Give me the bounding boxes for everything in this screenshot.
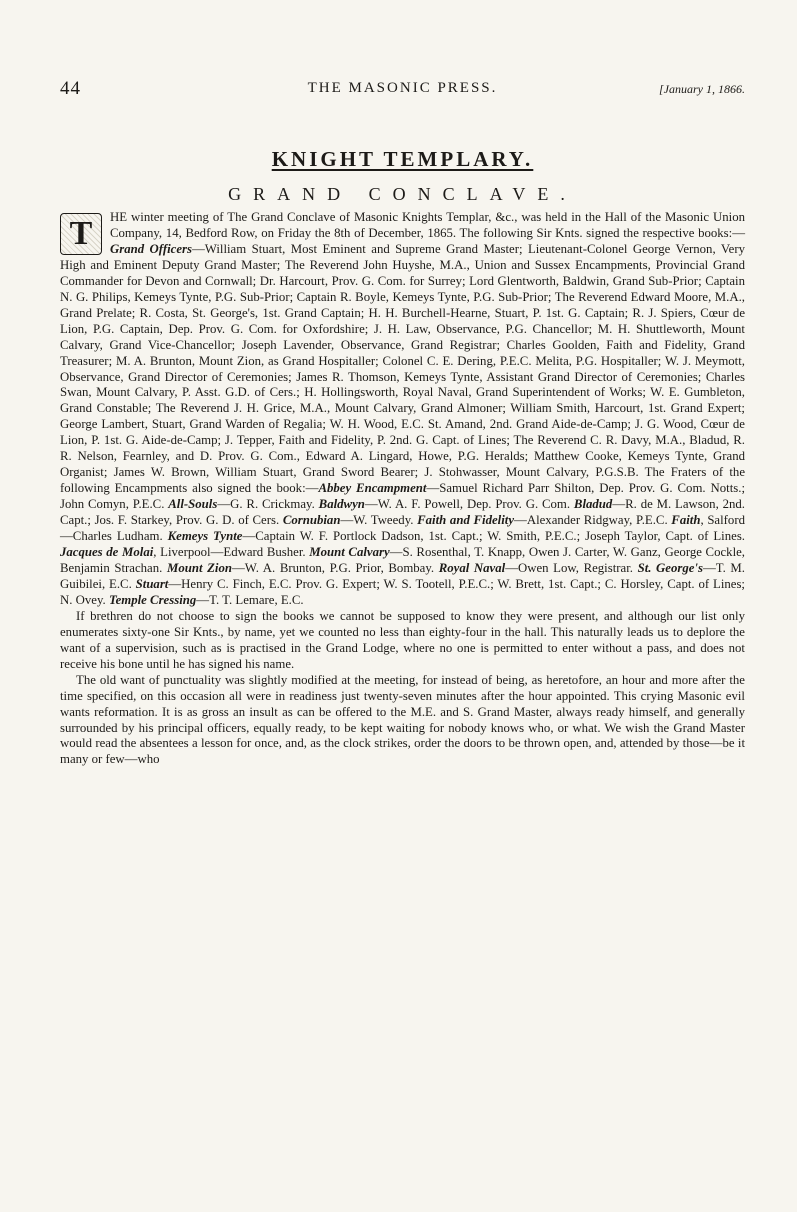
text-run: —W. A. Brunton, P.G. Prior, Bombay. xyxy=(232,560,439,575)
text-run: —R. de M. Lawson, 2nd. Capt.; Jos. F. Starkey, Prov. G. D. of Cers. xyxy=(60,497,746,528)
text-run: —Henry C. Finch, E.C. Prov. G. Expert; W. S. Tootell, P.E.C.; W. Brett, 1st. Capt.; C. Horsley, Capt. of Lines; N. Ovey. xyxy=(60,576,745,607)
encampment-name: Mount Calvary xyxy=(309,545,390,560)
page-number: 44 xyxy=(60,78,81,99)
text-run: —Owen Low, Registrar. xyxy=(505,560,638,575)
encampment-name: Royal Naval xyxy=(438,560,506,575)
encampment-name: Jacques de Molai xyxy=(60,545,154,560)
encampment-name: Mount Zion xyxy=(166,560,232,575)
text-run: —William Stuart, Most Eminent and Supreme Grand Master; Lieutenant-Colonel George Vernon, Very High and Eminent Deputy Grand Master; The Reverend John Huyshe, M.A., Union and Sussex Encampments, Provincial Grand Commander for Devon and Cornwall; Dr. Harcourt, Prov. G. Com. for Surrey; Lord Glentworth, Baldwin, Grand Sub-Prior; Captain N. G. Philips, Kemeys Tynte, P.G. Sub-Prior; Captain R. Boyle, Kemeys Tynte, P.G. Sub-Prior; The Reverend Edward Moore, M.A., Grand Prelate; R. Costa, St. George's, 1st. Grand Captain; H. H. Burchell-Hearne, Stuart, P. 1st. G. Captain; R. J. Spiers, Cœur de Lion, P.G. Captain, Dep. Prov. G. Com. for Oxfordshire; J. H. Law, Observance, P.G. Chancellor; M. H. Shuttleworth, Mount Calvary, Grand Vice-Chancellor; Joseph Lavender, Observance, Grand Registrar; Charles Goolden, Faith and Fidelity, Grand Treasurer; M. A. Brunton, Mount Zion, as Grand Hospitaller; Colonel C. E. Dering, P.E.C. Melita, P.G. Hospitaller; W. J. Meymott, Observance, Grand Director of Ceremonies; James R. Thomson, Kemeys Tynte, Assistant Grand Director of Ceremonies; Charles Swan, Mount Calvary, P. Asst. G.D. of Cers.; H. Hollingsworth, Royal Naval, Grand Superintendent of Works; W. E. Gumbleton, Grand Constable; The Reverend J. H. Grice, M.A., Mount Calvary, Grand Almoner; William Smith, Harcourt, 1st. Grand Expert; George Lambert, Stuart, Grand Warden of Regalia; W. H. Wood, E.C. St. Amand, 2nd. Grand Aide-de-Camp; J. G. Wood, Cœur de Lion, P. 1st. G. Aide-de-Camp; J. Tepper, Faith and Fidelity, P. 2nd. G. Capt. of Lines; The Reverend C. R. Davy, M.A., Bladud, R. R. Nelson, Fearnley, and D. Prov. G. Com., Edward A. Lingard, Howe, P.G. Heralds; Matthew Cooke, Kemeys Tynte, Grand Organist; James W. Brown, William Stuart, Grand Sword Bearer; J. Stohwasser, Mount Calvary, P.G.S.B. The Fraters of the following Encampments also signed the book:— xyxy=(60,241,746,496)
encampment-name: All-Souls xyxy=(168,497,218,512)
article-subtitle: GRAND CONCLAVE. xyxy=(228,184,577,204)
encampment-name: Stuart xyxy=(135,576,169,591)
article-title: KNIGHT TEMPLARY. xyxy=(271,147,534,171)
encampment-name: Grand Officers xyxy=(110,241,192,256)
encampment-name: Cornubian xyxy=(282,513,341,528)
paragraph-signatories xyxy=(60,210,745,609)
text-run: , Salford—Charles Ludham. xyxy=(60,513,745,544)
encampment-name: Abbey Encampment xyxy=(318,481,427,496)
text-run: —T. T. Lemare, E.C. xyxy=(196,592,304,607)
text-run: —Alexander Ridgway, P.E.C. xyxy=(514,513,672,528)
dropcap-letter: T xyxy=(60,213,102,255)
text-run: —W. Tweedy. xyxy=(340,513,418,528)
text-run: —W. A. F. Powell, Dep. Prov. G. Com. xyxy=(364,497,574,512)
text-run: —Samuel Richard Parr Shilton, Dep. Prov. G. Com. Notts.; John Comyn, P.E.C. xyxy=(60,481,746,512)
paragraph-attendance: If brethren do not choose to sign the books we cannot be supposed to know they were present, and although our list only enumerates sixty-one Sir Knts., by name, yet we counted no less than eighty-four in the hall. This naturally leads us to deplore the want of a supervision, such as is practised in the Grand Lodge, where no one is permitted to enter without a pass, and does not receive his bone until he has signed his name. xyxy=(60,608,745,671)
paragraph-punctuality: The old want of punctuality was slightly modified at the meeting, for instead of being, as heretofore, an hour and more after the time specified, on this occasion all were in readiness just twenty-seven minutes after the hour appointed. This crying Masonic evil wants reformation. It is as gross an insult as can be offered to the M.E. and S. Grand Master, always ready himself, and generally surrounded by his principal officers, equally ready, to be kept waiting for nobody knows who, or what. We wish the Grand Master would read the absentees a lesson for once, and, as the clock strikes, order the doors to be thrown open, and, attended by those—be it many or few—who xyxy=(60,672,745,767)
issue-date: [January 1, 1866. xyxy=(659,82,745,96)
text-run: , Liverpool—Edward Busher. xyxy=(153,545,310,560)
text-run: —S. Rosenthal, T. Knapp, Owen J. Carter, W. Ganz, George Cockle, Benjamin Strachan. xyxy=(60,545,746,575)
text-run: —Captain W. F. Portlock Dadson, 1st. Capt.; W. Smith, P.E.C.; Joseph Taylor, Capt. of Lines. xyxy=(242,529,745,544)
text-run: —G. R. Crickmay. xyxy=(217,497,319,512)
encampment-name: Faith and Fidelity xyxy=(417,513,515,528)
page-header xyxy=(60,76,745,106)
encampment-name: Baldwyn xyxy=(318,497,365,512)
encampment-name: St. George's xyxy=(637,560,703,575)
encampment-name: Temple Cressing xyxy=(108,592,197,607)
journal-title: THE MASONIC PRESS. xyxy=(307,80,498,96)
text-run: —T. M. Guibilei, E.C. xyxy=(60,560,746,591)
encampment-name: Kemeys Tynte xyxy=(167,529,243,544)
encampment-name: Bladud xyxy=(573,497,613,512)
encampment-name: Faith xyxy=(671,513,701,528)
article-body xyxy=(60,210,745,768)
text-run: HE winter meeting of The Grand Conclave of Masonic Knights Templar, &c., was held in the Hall of the Masonic Union Company, 14, Bedford Row, on Friday the 8th of December, 1865. The following Sir Knts. signed the respective books:— xyxy=(110,210,745,240)
